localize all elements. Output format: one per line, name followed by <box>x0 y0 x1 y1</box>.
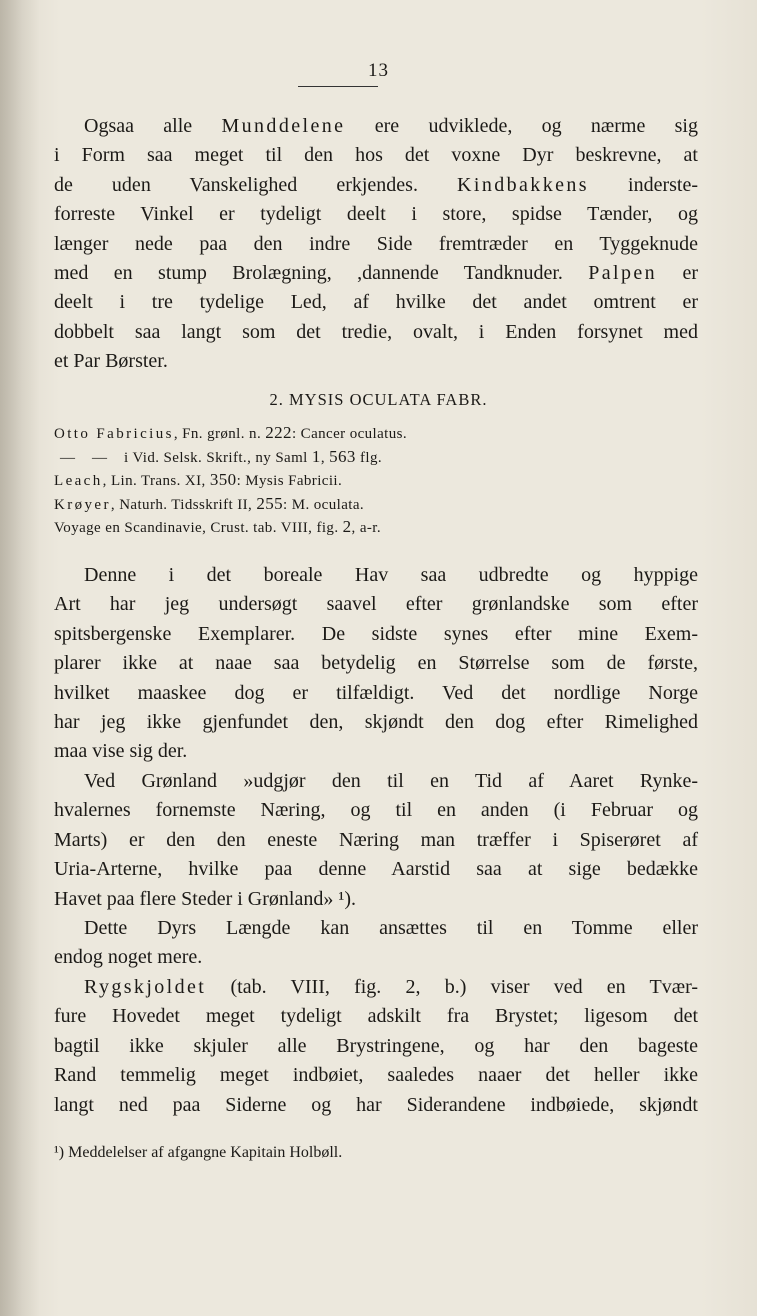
text-line: Art har jeg undersøgt saavel efter grønlandske som efter <box>54 593 698 616</box>
text-line: Havet paa flere Steder i Grønland» ¹). <box>54 887 356 910</box>
section-heading: 2. MYSIS OCULATA FABR. <box>269 390 488 409</box>
text-line: de uden Vanskelighed erkjendes. Kindbakkens inderste- <box>54 173 698 196</box>
text-line: endog noget mere. <box>54 946 203 969</box>
paragraph-3 <box>54 767 698 914</box>
text-line: Rand temmelig meget indbøiet, saaledes naaer det heller ikke <box>54 1064 698 1087</box>
text-line: Rygskjoldet (tab. VIII, fig. 2, b.) viser ved en Tvær- <box>84 976 698 998</box>
paragraph-5 <box>54 973 698 1120</box>
page-number: 13 <box>368 60 389 81</box>
text-line: hvalernes fornemste Næring, og til en anden (i Februar og <box>54 799 698 822</box>
references-list <box>54 422 694 540</box>
text-line: deelt i tre tydelige Led, af hvilke det andet omtrent er <box>54 291 698 314</box>
text-line: Uria-Arterne, hvilke paa denne Aarstid saa at sige bedække <box>54 858 698 881</box>
text-line: dobbelt saa langt som det tredie, ovalt, i Enden forsynet med <box>54 320 698 343</box>
paragraph-4 <box>54 914 698 973</box>
text-line: maa vise sig der. <box>54 740 188 763</box>
reference-line: Krøyer, Naturh. Tidsskrift II, 255: M. oculata. <box>54 493 365 513</box>
text-line: har jeg ikke gjenfundet den, skjøndt den dog efter Rimelighed <box>54 711 698 734</box>
text-line: forreste Vinkel er tydeligt deelt i store, spidse Tænder, og <box>54 203 698 226</box>
text-line: i Form saa meget til den hos det voxne Dyr beskrevne, at <box>54 144 698 167</box>
reference-line: Leach, Lin. Trans. XI, 350: Mysis Fabricii. <box>54 470 343 490</box>
paragraph-1 <box>54 112 698 377</box>
footnote: ¹) Meddelelser af afgangne Kapitain Holbøll. <box>54 1144 343 1161</box>
text-line: længer nede paa den indre Side fremtræder en Tyggeknude <box>54 232 698 255</box>
text-line: et Par Børster. <box>54 350 168 373</box>
text-line: Dette Dyrs Længde kan ansættes til en Tomme eller <box>84 917 698 939</box>
text-line: langt ned paa Siderne og har Siderandene indbøiede, skjøndt <box>54 1093 698 1116</box>
page-number-rule <box>298 86 378 87</box>
reference-line: Voyage en Scandinavie, Crust. tab. VIII, fig. 2, a-r. <box>54 517 382 537</box>
text-line: Denne i det boreale Hav saa udbredte og hyppige <box>84 564 698 586</box>
text-line: spitsbergenske Exemplarer. De sidste synes efter mine Exem- <box>54 622 698 645</box>
page-edge-shadow <box>0 0 40 1316</box>
text-line: bagtil ikke skjuler alle Brystringene, og har den bageste <box>54 1034 698 1057</box>
text-line: Ogsaa alle Munddelene ere udviklede, og nærme sig <box>84 115 698 137</box>
text-line: plarer ikke at naae saa betydelig en Størrelse som de første, <box>54 652 698 675</box>
text-line: med en stump Brolægning, ,dannende Tandknuder. Palpen er <box>54 262 698 285</box>
text-line: Marts) er den den eneste Næring man træffer i Spiserøret af <box>54 828 698 851</box>
paragraph-2 <box>54 561 698 767</box>
text-line: Ved Grønland »udgjør den til en Tid af Aaret Rynke- <box>84 770 698 792</box>
reference-line: — — i Vid. Selsk. Skrift., ny Saml 1, 563 flg. <box>60 446 382 466</box>
text-line: fure Hovedet meget tydeligt adskilt fra Brystet; ligesom det <box>54 1005 698 1028</box>
reference-line: Otto Fabricius, Fn. grønl. n. 222: Cancer oculatus. <box>54 423 408 442</box>
text-line: hvilket maaskee dog er tilfældigt. Ved det nordlige Norge <box>54 681 698 704</box>
